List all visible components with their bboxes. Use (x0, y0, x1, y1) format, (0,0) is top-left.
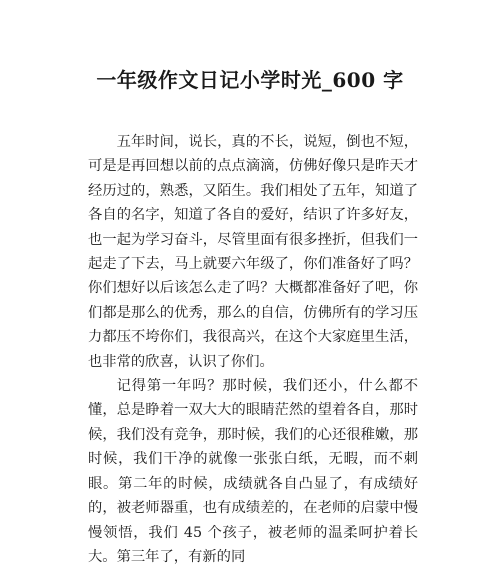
paragraph: 记得第一年吗？那时候，我们还小，什么都不懂，总是睁着一双大大的眼睛茫然的望着各自，那时候，我们没有竞争，那时候，我们的心还很稚嫩，那时候，我们干净的就像一张张白纸，无暇，而不刺眼。第二年的时候，成绩就各自凸显了，有成绩好的，被老师器重，也有成绩差的，在老师的启蒙中慢慢领悟，我们 45 个孩子，被老师的温柔呵护着长大。第三年了，有新的同 (88, 378, 418, 565)
document-body (88, 130, 418, 566)
document-title: 一年级作文日记小学时光_600 字 (96, 68, 404, 92)
paragraph: 五年时间，说长，真的不长，说短，倒也不短，可是是再回想以前的点点滴滴，仿佛好像只是昨天才经历过的，熟悉，又陌生。我们相处了五年，知道了各自的名字，知道了各自的爱好，结识了许多好友，也一起为学习奋斗，尽管里面有很多挫折，但我们一起走了下去，马上就要六年级了，你们准备好了吗？你们想好以后该怎么走了吗？大概都准备好了吧，你们都是那么的优秀，那么的自信，仿佛所有的学习压力都压不垮你们，我很高兴，在这个大家庭里生活，也非常的欣喜，认识了你们。 (88, 134, 418, 370)
